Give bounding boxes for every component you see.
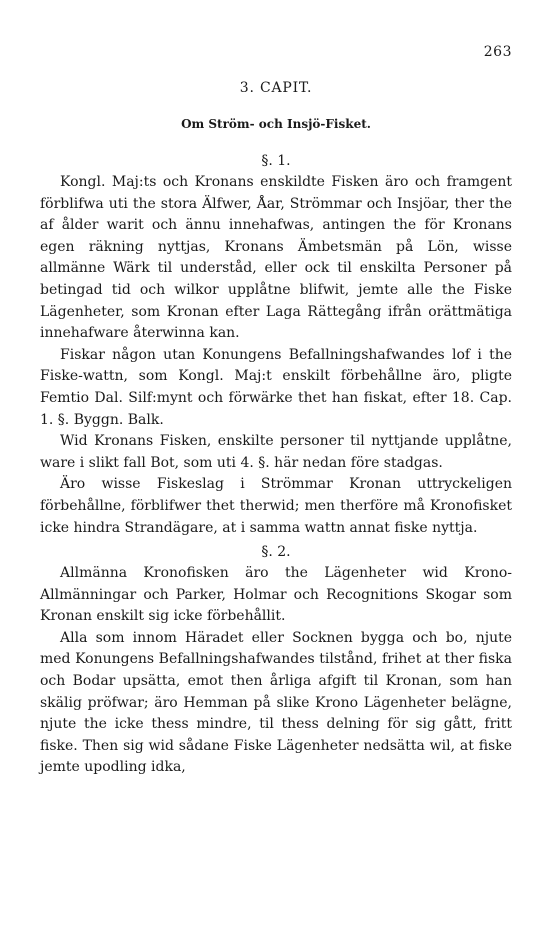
book-page [40,0,512,932]
body-text [40,150,512,779]
paragraph-1-4: Äro wisse Fiskeslag i Strömmar Kronan uttryckeligen förbehållne, förblifwer thet therwid; men therföre må Kronofisket icke hindra Strandägare, at i samma wattn annat fiske nyttja. [40,476,512,536]
section-mark-2: §. 2. [261,544,291,561]
page-number: 263 [483,44,512,60]
chapter-title: Om Ström- och Insjö-Fisket. [181,117,371,131]
paragraph-2-2: Alla som innom Häradet eller Socknen bygga och bo, njute med Konungens Befallningshafwandes tilstånd, frihet at ther fiska och Bodar upsätta, emot then årliga afgift til Kronan, som han skälig pröfwar; äro Hemman på slike Krono Lägenheter belägne, njute the icke thess mindre, til thess delning för sig gått, fritt fiske. Then sig wid sådane Fiske Lägenheter nedsätta wil, at fiske jemte upodling idka, [40,629,512,776]
section-mark-1: §. 1. [261,153,291,169]
paragraph-1-3: Wid Kronans Fisken, enskilte personer til nyttjande upplåtne, ware i slikt fall Bot, som uti 4. §. här nedan före stadgas. [40,433,512,471]
paragraph-1-1: Kongl. Maj:ts och Kronans enskildte Fisken äro och framgent förblifwa uti the stora Älfwer, Åar, Strömmar och Insjöar, ther the af ålder warit och ännu innehafwas, antingen the för Kronans egen räkning nyttjas, Kronans Ämbetsmän på Lön, wisse allmänne Wärk til underståd, eller ock til enskilta Personer på betingad tid och wilkor upplåtne blifwit, jemte alle the Fiske Lägenheter, som Kronan efter Laga Rättegång ifrån orättmätiga innehafware återwinna kan. [40,174,512,342]
paragraph-1-2: Fiskar någon utan Konungens Befallningshafwandes lof i the Fiske-wattn, som Kongl. Maj:t enskilt förbehållne äro, pligte Femtio Dal. Silf:mynt och förwärke thet han fiskat, efter 18. Cap. 1. §. Byggn. Balk. [40,346,512,428]
chapter-heading: 3. CAPIT. [239,80,313,96]
paragraph-2-1: Allmänna Kronofisken äro the Lägenheter wid Krono-Allmänningar och Parker, Holmar och Recognitions Skogar som Kronan enskilt sig icke förbehållit. [40,565,512,625]
